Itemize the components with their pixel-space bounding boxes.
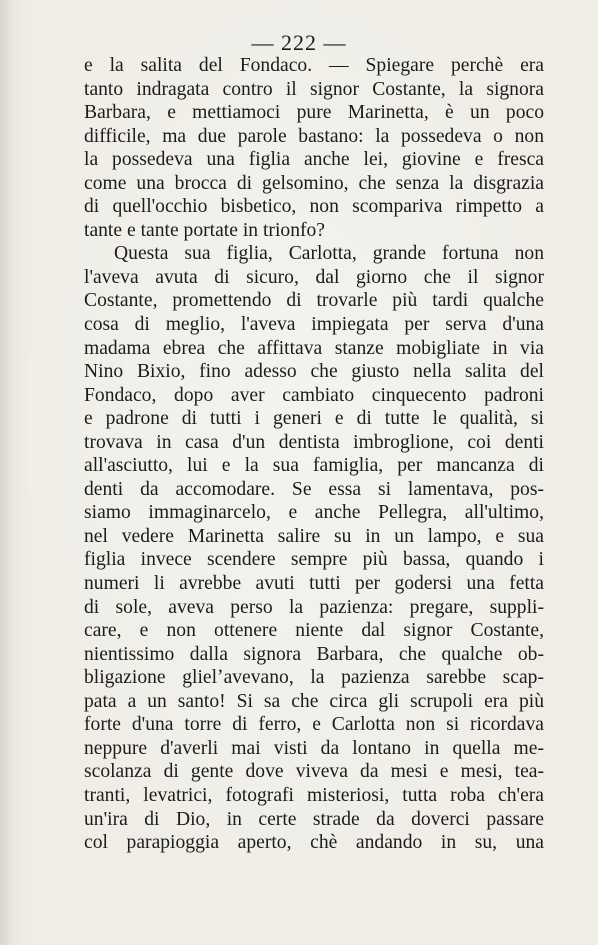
- text-line: e padrone di tutti i generi e di tutte le qualità, si: [84, 408, 544, 430]
- text-line: di quell'occhio bisbetico, non scompariva rimpetto a: [84, 196, 544, 218]
- text-line: all'asciutto, lui e la sua famiglia, per mancanza di: [84, 455, 544, 477]
- text-line: difficile, ma due parole bastano: la possedeva o non: [84, 125, 544, 147]
- text-line: forte d'una torre di ferro, e Carlotta non si ricordava: [84, 714, 544, 736]
- body-text: [84, 54, 544, 855]
- text-line: denti da accomodare. Se essa si lamentava, pos-: [84, 478, 544, 500]
- text-line: tanto indragata contro il signor Costante, la signora: [84, 78, 544, 100]
- text-line: figlia invece scendere sempre più bassa, quando i: [84, 549, 544, 571]
- text-line: pata a un santo! Si sa che circa gli scrupoli era più: [84, 690, 544, 712]
- text-line: Costante, promettendo di trovarle più tardi qualche: [84, 290, 544, 312]
- text-line: siamo immaginarcelo, e anche Pellegra, all'ultimo,: [84, 502, 544, 524]
- text-line: nel vedere Marinetta salire su in un lampo, e sua: [84, 525, 544, 547]
- text-line: e la salita del Fondaco. — Spiegare perchè era: [84, 55, 544, 76]
- text-line: bligazione glielʼavevano, la pazienza sarebbe scap-: [84, 667, 544, 689]
- text-line: neppure d'averli mai visti da lontano in quella me-: [84, 737, 544, 759]
- text-line: Barbara, e mettiamoci pure Marinetta, è un poco: [84, 102, 544, 124]
- page-number: — 222 —: [251, 30, 347, 55]
- text-line: trovava in casa d'un dentista imbroglione, coi denti: [84, 431, 544, 453]
- text-line: Nino Bixio, fino adesso che giusto nella salita del: [84, 361, 544, 383]
- text-line: tante e tante portate in trionfo?: [84, 219, 326, 241]
- text-line: numeri li avrebbe avuti tutti per godersi una fetta: [84, 573, 544, 595]
- text-line: col parapioggia aperto, chè andando in su, una: [84, 832, 544, 854]
- text-line: scolanza di gente dove viveva da mesi e mesi, tea-: [84, 761, 544, 783]
- paragraph-start-line: Questa sua figlia, Carlotta, grande fortuna non: [114, 243, 544, 265]
- text-line: la possedeva una figlia anche lei, giovine e fresca: [84, 149, 544, 171]
- text-line: nientissimo dalla signora Barbara, che qualche ob-: [84, 643, 544, 665]
- text-line: cosa di meglio, l'aveva impiegata per serva d'una: [84, 314, 544, 336]
- text-line: l'aveva avuta di sicuro, dal giorno che il signor: [84, 266, 544, 288]
- text-line: Fondaco, dopo aver cambiato cinquecento padroni: [84, 384, 544, 406]
- text-line: un'ira di Dio, in certe strade da doverci passare: [84, 808, 544, 830]
- text-line: come una brocca di gelsomino, che senza la disgrazia: [84, 172, 544, 194]
- text-line: tranti, levatrici, fotografi misteriosi, tutta roba ch'era: [84, 784, 544, 806]
- text-line: madama ebrea che affittava stanze mobigliate in via: [84, 337, 544, 359]
- text-line: care, e non ottenere niente dal signor Costante,: [84, 620, 544, 642]
- text-line: di sole, aveva perso la pazienza: pregare, suppli-: [84, 596, 544, 618]
